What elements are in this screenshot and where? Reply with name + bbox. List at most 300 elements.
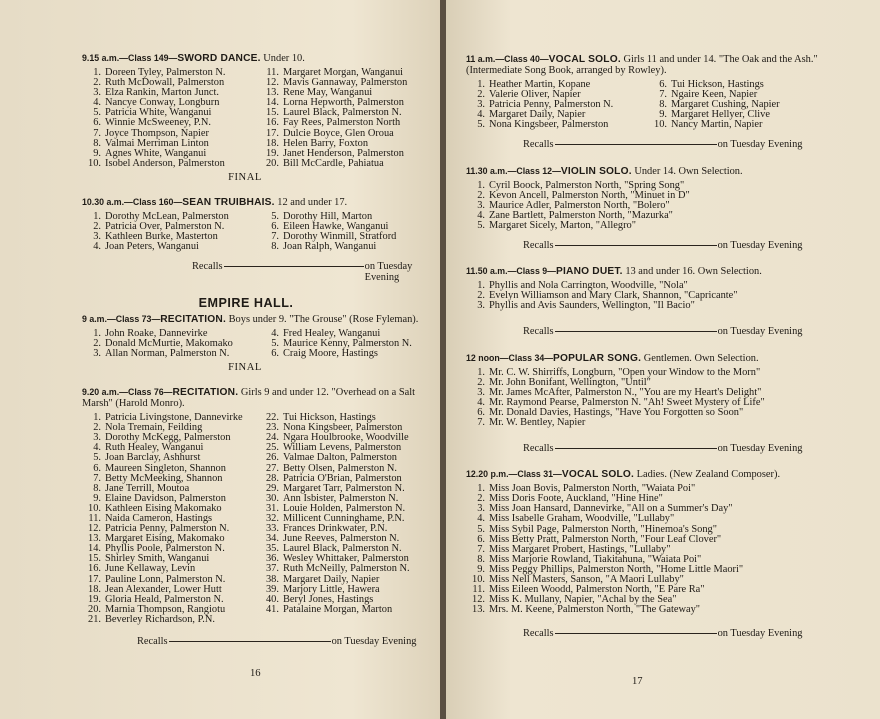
entrant-number: 13. bbox=[472, 604, 485, 616]
entrant-item bbox=[470, 221, 866, 231]
class-desc: Under 14. Own Selection. bbox=[631, 165, 743, 177]
page-number: 17 bbox=[632, 676, 643, 687]
right-page bbox=[446, 0, 880, 719]
recalls-line bbox=[523, 327, 866, 337]
entrant-item bbox=[470, 301, 866, 311]
entrant-text: Valmae Dalton, Palmerston bbox=[282, 452, 397, 464]
entrant-text: Joyce Thompson, Napier bbox=[105, 127, 209, 139]
entrant-number: 29. bbox=[265, 482, 279, 494]
entrant-item bbox=[652, 120, 852, 130]
entrant-text: Patricia Livingstone, Dannevirke bbox=[105, 412, 243, 424]
entrant-number: 8. bbox=[271, 241, 279, 253]
entrant-text: Maurice Kenny, Palmerston N. bbox=[282, 337, 412, 349]
entrant-text: Bill McCardle, Pahiatua bbox=[282, 157, 384, 169]
section-popular-song bbox=[466, 353, 866, 455]
entrant-text: Jean Alexander, Lower Hutt bbox=[105, 583, 222, 595]
entrant-text: Joan Peters, Wanganui bbox=[105, 241, 199, 253]
recalls-when: on Tuesday Evening bbox=[717, 139, 803, 151]
class-time: 10.30 a.m.—Class 160— bbox=[82, 197, 183, 208]
class-title: VIOLIN SOLO. bbox=[560, 165, 632, 177]
entrant-text: Cyril Boock, Palmerston North, "Spring Song" bbox=[489, 179, 685, 191]
entrant-column-2 bbox=[264, 413, 438, 625]
class-desc: Boys under 9. "The Grouse" (Rose Fyleman). bbox=[226, 313, 419, 325]
entrant-number: 40. bbox=[265, 593, 279, 605]
class-title: POPULAR SONG. bbox=[553, 352, 642, 364]
entrant-number: 28. bbox=[265, 472, 279, 484]
class-title: SEAN TRUIBHAIS. bbox=[182, 197, 275, 209]
entrant-number: 7. bbox=[477, 416, 485, 428]
entrant-number: 1. bbox=[93, 67, 101, 78]
class-time: 11 a.m.—Class 40— bbox=[466, 54, 549, 64]
entrant-number: 10. bbox=[88, 502, 101, 514]
right-page-content bbox=[466, 54, 866, 654]
class-desc: Girls 11 and under 14. "The Oak and the Ash." (Intermediate Song Book, arranged by Rowley). bbox=[466, 54, 818, 76]
entrant-number: 8. bbox=[477, 553, 485, 565]
recalls-when: on Tuesday Evening bbox=[717, 628, 803, 640]
entrant-number: 14. bbox=[265, 97, 279, 109]
entrant-text: Shirley Smith, Wanganui bbox=[105, 553, 210, 565]
entrant-number: 41. bbox=[265, 603, 279, 615]
entrant-text: Mr. James McAfter, Palmerston N., "You are my Heart's Delight" bbox=[489, 386, 762, 398]
entrant-list bbox=[470, 281, 866, 311]
entrant-text: Miss Joan Hansard, Dannevirke, "All on a Summer's Day" bbox=[489, 503, 733, 515]
entrant-number: 16. bbox=[88, 563, 101, 575]
entrant-text: Phyllis and Nola Carrington, Woodville, "Nola" bbox=[489, 280, 688, 292]
entrant-number: 7. bbox=[659, 89, 667, 101]
entrant-number: 34. bbox=[265, 533, 279, 545]
class-title: PIANO DUET. bbox=[555, 266, 623, 278]
entrant-text: Janet Henderson, Palmerston bbox=[282, 147, 404, 159]
entrant-number: 27. bbox=[265, 462, 279, 474]
entrant-column-2 bbox=[264, 329, 438, 359]
entrant-text: Betty McMeeking, Shannon bbox=[105, 472, 223, 484]
entrant-number: 2. bbox=[93, 422, 101, 434]
entrant-text: Joan Barclay, Ashhurst bbox=[105, 452, 201, 464]
entrant-text: Marnia Thompson, Rangiotu bbox=[105, 603, 226, 615]
entrant-number: 7. bbox=[271, 231, 279, 243]
entrant-text: Miss Isabelle Graham, Woodville, "Lullaby" bbox=[489, 513, 675, 525]
entrant-text: Maureen Singleton, Shannon bbox=[105, 462, 226, 474]
class-desc: Under 10. bbox=[260, 53, 305, 64]
entrant-item bbox=[86, 349, 264, 359]
entrant-text: Naida Cameron, Hastings bbox=[105, 513, 213, 524]
entrant-text: Fay Rees, Palmerston North bbox=[282, 117, 401, 129]
class-time: 9.15 a.m.—Class 149— bbox=[82, 53, 178, 63]
entrant-number: 37. bbox=[265, 563, 279, 575]
entrant-number: 8. bbox=[93, 482, 101, 494]
entrant-number: 8. bbox=[659, 99, 667, 111]
entrant-number: 6. bbox=[271, 347, 279, 359]
entrant-text: Patricia Penny, Palmerston N. bbox=[105, 523, 230, 535]
entrant-text: Zane Bartlett, Palmerston North, "Mazurka" bbox=[489, 209, 673, 221]
entrant-number: 6. bbox=[477, 406, 485, 418]
entrant-number: 9. bbox=[93, 147, 101, 159]
entrant-text: Kevon Ancell, Palmerston North, "Minuet in D" bbox=[489, 189, 690, 201]
entrant-number: 3. bbox=[93, 231, 101, 243]
entrant-number: 3. bbox=[477, 300, 485, 312]
class-time: 12 noon—Class 34— bbox=[466, 352, 554, 363]
class-time: 9 a.m.—Class 73— bbox=[82, 313, 161, 324]
entrant-text: Phyllis Poole, Palmerston N. bbox=[105, 543, 225, 555]
recalls-when: on Tuesday Evening bbox=[364, 261, 413, 283]
entrant-text: Nola Tremain, Feilding bbox=[105, 422, 203, 434]
entrant-list bbox=[470, 484, 866, 615]
recalls-label: Recalls bbox=[523, 628, 554, 640]
entrant-number: 5. bbox=[477, 119, 485, 131]
entrant-text: Nona Kingsbeer, Palmerston bbox=[282, 422, 403, 434]
entrant-number: 33. bbox=[265, 523, 279, 535]
entrant-text: Ruth McNeilly, Palmerston N. bbox=[282, 563, 410, 575]
class-desc: Girls 9 and under 12. "Overhead on a Salt Marsh" (Harold Monro). bbox=[82, 387, 416, 410]
entrant-text: Miss Sybil Page, Palmerston North, "Hinemoa's Song" bbox=[489, 523, 717, 535]
entrant-number: 19. bbox=[88, 593, 101, 605]
entrant-number: 1. bbox=[93, 327, 101, 339]
entrant-text: Eileen Hawke, Wanganui bbox=[282, 221, 389, 233]
entrant-text: Valmai Merriman Linton bbox=[105, 137, 209, 149]
entrant-text: Miss Marjorie Rowland, Tiakitahuna, "Waiata Poi" bbox=[489, 553, 702, 565]
entrant-text: Laurel Black, Palmerston N. bbox=[282, 107, 402, 119]
entrant-number: 2. bbox=[477, 89, 485, 101]
entrant-number: 15. bbox=[88, 553, 101, 565]
entrant-text: Mr. Donald Davies, Hastings, "Have You Forgotten so Soon" bbox=[489, 406, 744, 418]
entrant-column-1 bbox=[86, 329, 264, 359]
entrant-number: 12. bbox=[265, 77, 279, 89]
entrant-columns bbox=[86, 68, 438, 169]
entrant-text: June Kellaway, Levin bbox=[105, 563, 196, 575]
entrant-text: Margaret Tarr, Palmerston N. bbox=[282, 482, 405, 494]
recalls-when: on Tuesday Evening bbox=[331, 636, 417, 648]
page-number: 16 bbox=[250, 668, 261, 679]
class-time: 9.20 a.m.—Class 76— bbox=[82, 387, 173, 398]
entrant-text: Fred Healey, Wanganui bbox=[282, 327, 381, 339]
entrant-columns bbox=[470, 80, 866, 130]
entrant-text: Dorothy McLean, Palmerston bbox=[105, 211, 229, 223]
entrant-number: 26. bbox=[265, 452, 279, 464]
class-heading bbox=[466, 266, 866, 277]
entrant-number: 3. bbox=[477, 199, 485, 211]
recalls-line bbox=[523, 444, 866, 454]
entrant-number: 2. bbox=[477, 376, 485, 388]
class-title: VOCAL SOLO. bbox=[561, 469, 635, 481]
entrant-text: Ann Isbister, Palmerston N. bbox=[282, 492, 399, 504]
final-label: FINAL bbox=[228, 171, 262, 183]
entrant-number: 1. bbox=[477, 483, 485, 495]
entrant-text: Betty Olsen, Palmerston N. bbox=[282, 462, 397, 474]
entrant-number: 2. bbox=[477, 189, 485, 201]
entrant-text: Ngara Houlbrooke, Woodville bbox=[282, 432, 409, 444]
entrant-text: Kathleen Burke, Masterton bbox=[105, 231, 218, 243]
recalls-label: Recalls bbox=[137, 636, 168, 648]
entrant-number: 7. bbox=[477, 543, 485, 555]
recalls-label: Recalls bbox=[523, 326, 554, 338]
entrant-item bbox=[470, 605, 866, 615]
entrant-columns bbox=[86, 212, 438, 252]
entrant-number: 10. bbox=[472, 574, 485, 585]
entrant-number: 3. bbox=[93, 432, 101, 444]
recalls-label: Recalls bbox=[523, 240, 554, 252]
entrant-number: 9. bbox=[477, 563, 485, 575]
entrant-number: 3. bbox=[93, 87, 101, 99]
entrant-text: Heather Martin, Kopane bbox=[489, 79, 591, 90]
entrant-number: 13. bbox=[88, 533, 101, 545]
entrant-number: 17. bbox=[88, 573, 101, 585]
entrant-number: 4. bbox=[271, 327, 279, 339]
entrant-text: Margaret Daily, Napier bbox=[282, 573, 380, 585]
recalls-when: on Tuesday Evening bbox=[717, 240, 803, 252]
entrant-item bbox=[86, 159, 264, 169]
class-heading bbox=[466, 166, 866, 177]
section-sean-truibhais bbox=[82, 197, 438, 283]
entrant-text: Mavis Gannaway, Palmerston bbox=[282, 77, 408, 89]
entrant-text: Evelyn Williamson and Mary Clark, Shannon, "Capricante" bbox=[489, 290, 738, 302]
class-heading bbox=[466, 469, 866, 480]
entrant-column-1 bbox=[86, 68, 264, 169]
entrant-number: 36. bbox=[265, 553, 279, 565]
entrant-number: 31. bbox=[265, 502, 279, 514]
entrant-columns bbox=[86, 413, 438, 625]
entrant-text: Doreen Tyley, Palmerston N. bbox=[105, 67, 226, 78]
recalls-blank bbox=[555, 448, 717, 449]
entrant-text: Millicent Cunninghame, P.N. bbox=[282, 513, 405, 524]
entrant-text: Mrs. M. Keene, Palmerston North, "The Gateway" bbox=[489, 604, 701, 616]
entrant-number: 39. bbox=[265, 583, 279, 595]
entrant-text: Dorothy McKegg, Palmerston bbox=[105, 432, 231, 444]
entrant-text: William Levens, Palmerston bbox=[282, 442, 402, 454]
entrant-number: 30. bbox=[265, 492, 279, 504]
entrant-number: 6. bbox=[93, 117, 101, 129]
entrant-number: 1. bbox=[477, 179, 485, 191]
entrant-text: Margaret Eising, Makomako bbox=[105, 533, 225, 545]
entrant-text: Mr. W. Bentley, Napier bbox=[489, 416, 586, 428]
entrant-number: 9. bbox=[93, 492, 101, 504]
entrant-number: 7. bbox=[93, 127, 101, 139]
recalls-blank bbox=[169, 641, 331, 642]
entrant-text: Miss Margaret Probert, Hastings, "Lullaby" bbox=[489, 543, 671, 555]
class-heading bbox=[82, 387, 438, 409]
recalls-blank bbox=[555, 245, 717, 246]
entrant-number: 38. bbox=[265, 573, 279, 585]
entrant-number: 25. bbox=[265, 442, 279, 454]
entrant-text: Dulcie Boyce, Glen Oroua bbox=[282, 127, 394, 139]
section-sword-dance bbox=[82, 53, 438, 183]
entrant-text: Isobel Anderson, Palmerston bbox=[105, 157, 225, 169]
entrant-text: Phyllis and Avis Saunders, Wellington, "Il Bacio" bbox=[489, 300, 695, 312]
entrant-text: Margaret Sicely, Marton, "Allegro" bbox=[489, 219, 636, 231]
section-violin-solo bbox=[466, 166, 866, 252]
entrant-text: Miss Eileen Woodd, Palmerston North, "E Pare Ra" bbox=[489, 584, 705, 596]
entrant-number: 35. bbox=[265, 543, 279, 555]
entrant-number: 23. bbox=[265, 422, 279, 434]
entrant-text: John Roake, Dannevirke bbox=[105, 327, 208, 339]
entrant-column-2 bbox=[264, 212, 438, 252]
entrant-number: 11. bbox=[88, 513, 101, 524]
entrant-item bbox=[470, 120, 652, 130]
class-time: 11.50 a.m.—Class 9— bbox=[466, 266, 556, 277]
entrant-number: 5. bbox=[93, 452, 101, 464]
entrant-number: 1. bbox=[93, 211, 101, 223]
entrant-text: Patalaine Morgan, Marton bbox=[282, 603, 393, 615]
entrant-column-2 bbox=[652, 80, 852, 130]
section-recitation-73 bbox=[82, 314, 438, 373]
entrant-text: Tui Hickson, Hastings bbox=[671, 79, 764, 90]
entrant-text: Patricia Over, Palmerston N. bbox=[105, 221, 225, 233]
entrant-number: 7. bbox=[93, 472, 101, 484]
section-vocal-solo-31 bbox=[466, 469, 866, 639]
entrant-text: Ruth McDowall, Palmerston bbox=[105, 77, 225, 89]
entrant-text: Tui Hickson, Hastings bbox=[282, 412, 376, 424]
entrant-text: Winnie McSweeney, P.N. bbox=[105, 117, 211, 129]
entrant-number: 15. bbox=[265, 107, 279, 119]
class-desc: Ladies. (New Zealand Composer). bbox=[634, 469, 781, 481]
entrant-number: 24. bbox=[265, 432, 279, 444]
entrant-number: 10. bbox=[88, 157, 101, 169]
entrant-number: 5. bbox=[477, 219, 485, 231]
recalls-when: on Tuesday Evening bbox=[717, 326, 803, 338]
entrant-text: Agnes White, Wanganui bbox=[105, 147, 207, 159]
entrant-number: 4. bbox=[93, 442, 101, 454]
entrant-number: 2. bbox=[477, 290, 485, 302]
recalls-label: Recalls bbox=[523, 139, 554, 151]
entrant-number: 3. bbox=[477, 386, 485, 398]
section-vocal-solo-40 bbox=[466, 54, 866, 151]
entrant-list bbox=[470, 181, 866, 231]
entrant-text: Margaret Daily, Napier bbox=[489, 109, 586, 121]
entrant-number: 17. bbox=[265, 127, 279, 139]
entrant-number: 22. bbox=[265, 412, 279, 424]
entrant-number: 9. bbox=[659, 109, 667, 121]
entrant-number: 3. bbox=[477, 99, 485, 111]
entrant-item bbox=[264, 349, 438, 359]
entrant-number: 20. bbox=[88, 603, 101, 615]
class-desc: 13 and under 16. Own Selection. bbox=[622, 266, 762, 278]
entrant-number: 3. bbox=[477, 503, 485, 515]
entrant-number: 4. bbox=[477, 209, 485, 221]
class-desc: Gentlemen. Own Selection. bbox=[641, 352, 759, 364]
entrant-number: 4. bbox=[93, 97, 101, 109]
entrant-number: 1. bbox=[477, 280, 485, 292]
class-time: 11.30 a.m.—Class 12— bbox=[466, 165, 561, 176]
entrant-number: 21. bbox=[88, 613, 101, 625]
entrant-number: 2. bbox=[93, 221, 101, 233]
entrant-number: 13. bbox=[265, 87, 279, 99]
entrant-number: 4. bbox=[477, 109, 485, 121]
entrant-text: Valerie Oliver, Napier bbox=[489, 89, 581, 101]
entrant-number: 20. bbox=[265, 157, 279, 169]
entrant-number: 1. bbox=[477, 79, 485, 90]
class-heading bbox=[82, 53, 438, 64]
entrant-number: 6. bbox=[93, 462, 101, 474]
section-recitation-76 bbox=[82, 387, 438, 647]
entrant-item bbox=[86, 242, 264, 252]
entrant-item bbox=[264, 242, 438, 252]
entrant-text: Ngaire Keen, Napier bbox=[671, 89, 758, 101]
entrant-number: 6. bbox=[477, 533, 485, 545]
entrant-number: 1. bbox=[477, 366, 485, 378]
recalls-blank bbox=[224, 266, 364, 267]
recalls-line bbox=[523, 629, 866, 639]
class-title: VOCAL SOLO. bbox=[548, 54, 621, 65]
class-heading bbox=[466, 54, 866, 76]
entrant-number: 2. bbox=[477, 493, 485, 505]
entrant-text: June Reeves, Palmerston N. bbox=[282, 533, 400, 545]
entrant-text: Craig Moore, Hastings bbox=[282, 347, 378, 359]
entrant-number: 16. bbox=[265, 117, 279, 129]
entrant-text: Elaine Davidson, Palmerston bbox=[105, 492, 226, 504]
entrant-text: Mr. C. W. Shirriffs, Longburn, "Open your Window to the Morn" bbox=[489, 366, 761, 378]
entrant-text: Miss Betty Pratt, Palmerston North, "Four Leaf Clover" bbox=[489, 533, 722, 545]
entrant-number: 4. bbox=[477, 513, 485, 525]
entrant-item bbox=[470, 418, 866, 428]
entrant-text: Margaret Cushing, Napier bbox=[671, 99, 780, 111]
final-label: FINAL bbox=[228, 361, 262, 373]
entrant-text: Dorothy Winmill, Stratford bbox=[282, 231, 397, 243]
entrant-number: 6. bbox=[271, 221, 279, 233]
entrant-number: 10. bbox=[654, 119, 667, 131]
entrant-text: Patricia O'Brian, Palmerston bbox=[282, 472, 402, 484]
entrant-columns bbox=[86, 329, 438, 359]
entrant-text: Miss Doris Foote, Auckland, "Hine Hine" bbox=[489, 493, 663, 505]
entrant-number: 2. bbox=[93, 337, 101, 349]
entrant-text: Patricia Penny, Palmerston N. bbox=[489, 99, 614, 111]
entrant-text: Louie Holden, Palmerston N. bbox=[282, 502, 406, 514]
recalls-blank bbox=[555, 331, 717, 332]
class-heading bbox=[82, 197, 438, 208]
entrant-number: 5. bbox=[271, 337, 279, 349]
entrant-text: Frances Drinkwater, P.N. bbox=[282, 523, 388, 535]
entrant-text: Mr. Raymond Pearse, Palmerston N. "Ah! Sweet Mystery of Life" bbox=[489, 396, 765, 408]
entrant-text: Miss Peggy Phillips, Palmerston North, "Home Little Maori" bbox=[489, 563, 744, 575]
entrant-text: Patricia White, Wanganui bbox=[105, 107, 212, 119]
entrant-text: Gloria Heald, Palmerston N. bbox=[105, 593, 224, 605]
entrant-text: Laurel Black, Palmerston N. bbox=[282, 543, 402, 555]
entrant-text: Helen Barry, Foxton bbox=[282, 137, 369, 149]
venue-heading: EMPIRE HALL. bbox=[198, 295, 294, 310]
entrant-number: 5. bbox=[271, 211, 279, 223]
entrant-number: 5. bbox=[93, 107, 101, 119]
class-heading bbox=[82, 314, 438, 325]
entrant-number: 11. bbox=[266, 67, 279, 78]
entrant-number: 6. bbox=[659, 79, 667, 90]
entrant-text: Marjory Little, Hawera bbox=[282, 583, 380, 595]
class-title: SWORD DANCE. bbox=[177, 53, 261, 64]
entrant-number: 12. bbox=[88, 523, 101, 535]
section-piano-duet bbox=[466, 266, 866, 337]
entrant-text: Margaret Hellyer, Clive bbox=[671, 109, 770, 121]
entrant-text: Kathleen Eising Makomako bbox=[105, 502, 222, 514]
entrant-text: Ruth Healey, Wanganui bbox=[105, 442, 204, 454]
class-desc: 12 and under 17. bbox=[274, 197, 348, 209]
entrant-number: 4. bbox=[477, 396, 485, 408]
entrant-number: 19. bbox=[265, 147, 279, 159]
class-title: RECITATION. bbox=[160, 313, 227, 325]
recalls-blank bbox=[555, 144, 717, 145]
entrant-text: Joan Ralph, Wanganui bbox=[282, 241, 377, 253]
entrant-number: 14. bbox=[88, 543, 101, 555]
entrant-text: Margaret Morgan, Wanganui bbox=[282, 67, 404, 78]
entrant-number: 3. bbox=[93, 347, 101, 359]
entrant-number: 1. bbox=[93, 412, 101, 424]
entrant-text: Pauline Lonn, Palmerston N. bbox=[105, 573, 226, 585]
entrant-text: Elza Rankin, Marton Junct. bbox=[105, 87, 219, 99]
entrant-text: Donald McMurtie, Makomako bbox=[105, 337, 233, 349]
recalls-when: on Tuesday Evening bbox=[717, 443, 803, 455]
entrant-number: 32. bbox=[265, 513, 279, 524]
entrant-item bbox=[264, 159, 438, 169]
recalls-line bbox=[523, 140, 866, 150]
entrant-column-2 bbox=[264, 68, 438, 169]
entrant-number: 11. bbox=[472, 584, 485, 596]
entrant-text: Wesley Whittaker, Palmerston bbox=[282, 553, 409, 565]
